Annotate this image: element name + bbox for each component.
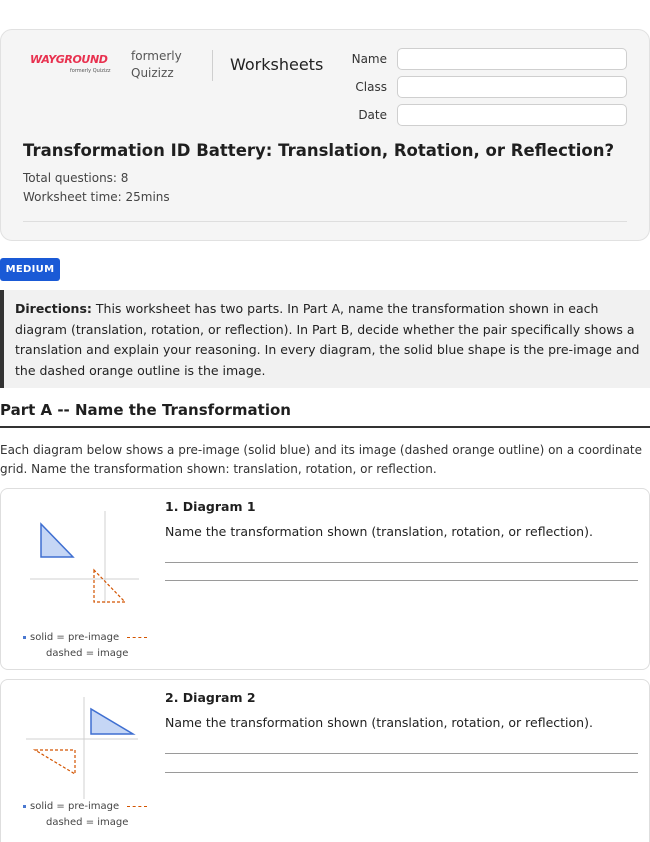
name-field[interactable]	[397, 48, 627, 70]
header-divider	[212, 50, 213, 81]
logo-text: WAYGROUND	[30, 53, 108, 66]
date-field[interactable]	[397, 104, 627, 126]
difficulty-badge: MEDIUM	[0, 258, 60, 281]
answer-line[interactable]	[165, 562, 638, 563]
part-a-intro: Each diagram below shows a pre-image (solid blue) and its image (dashed orange outline) on a coordinate grid. Name the transformation shown: translation, rotation, or reflection.	[0, 443, 643, 476]
legend-solid: solid = pre-image	[30, 801, 120, 812]
answer-line[interactable]	[165, 580, 638, 581]
logo-subtext: formerly Quizizz	[70, 68, 111, 74]
image-triangle	[94, 570, 125, 602]
worksheet-title: Transformation ID Battery: Translation, Rotation, or Reflection?	[23, 141, 615, 160]
dashed-swatch	[127, 637, 147, 638]
directions-box	[0, 290, 650, 388]
directions-text	[15, 299, 640, 381]
solid-swatch	[23, 636, 26, 639]
legend-solid: solid = pre-image	[30, 632, 120, 643]
date-label: Date	[358, 108, 387, 122]
image-triangle	[35, 750, 75, 774]
part-a-title: Part A -- Name the Transformation	[0, 401, 291, 419]
question-card-1	[0, 488, 650, 670]
pre-image-triangle	[91, 709, 133, 734]
directions-body: This worksheet has two parts. In Part A, name the transformation shown in each diagram (translation, rotation, or reflection). In Part B, decide whether the pair specifically shows a translation and explain your reasoning. In every diagram, the solid blue shape is the pre-image and the dashed orange outline is the image.	[15, 301, 640, 378]
formerly-quizizz: formerly Quizizz	[131, 49, 182, 80]
part-a-rule	[0, 426, 650, 428]
diagram-legend	[23, 630, 163, 662]
diagram-1	[21, 503, 151, 613]
header-rule	[23, 221, 627, 222]
wayground-logo	[30, 53, 120, 79]
question-title: 2. Diagram 2	[165, 690, 256, 705]
answer-line[interactable]	[165, 772, 638, 773]
diagram-2	[21, 694, 151, 804]
class-label: Class	[355, 80, 387, 94]
question-card-2	[0, 679, 650, 842]
name-label: Name	[351, 52, 387, 66]
legend-dashed: dashed = image	[46, 817, 129, 828]
question-prompt: Name the transformation shown (translation, rotation, or reflection).	[165, 524, 593, 539]
dashed-swatch	[127, 806, 147, 807]
question-prompt: Name the transformation shown (translation, rotation, or reflection).	[165, 715, 593, 730]
solid-swatch	[23, 805, 26, 808]
question-title: 1. Diagram 1	[165, 499, 256, 514]
pre-image-triangle	[41, 524, 73, 557]
diagram-legend	[23, 799, 163, 831]
class-field[interactable]	[397, 76, 627, 98]
worksheet-time: Worksheet time: 25mins	[23, 190, 170, 204]
worksheets-label: Worksheets	[230, 55, 324, 74]
directions-label: Directions:	[15, 301, 92, 316]
answer-line[interactable]	[165, 753, 638, 754]
legend-dashed: dashed = image	[46, 648, 129, 659]
total-questions: Total questions: 8	[23, 171, 129, 185]
